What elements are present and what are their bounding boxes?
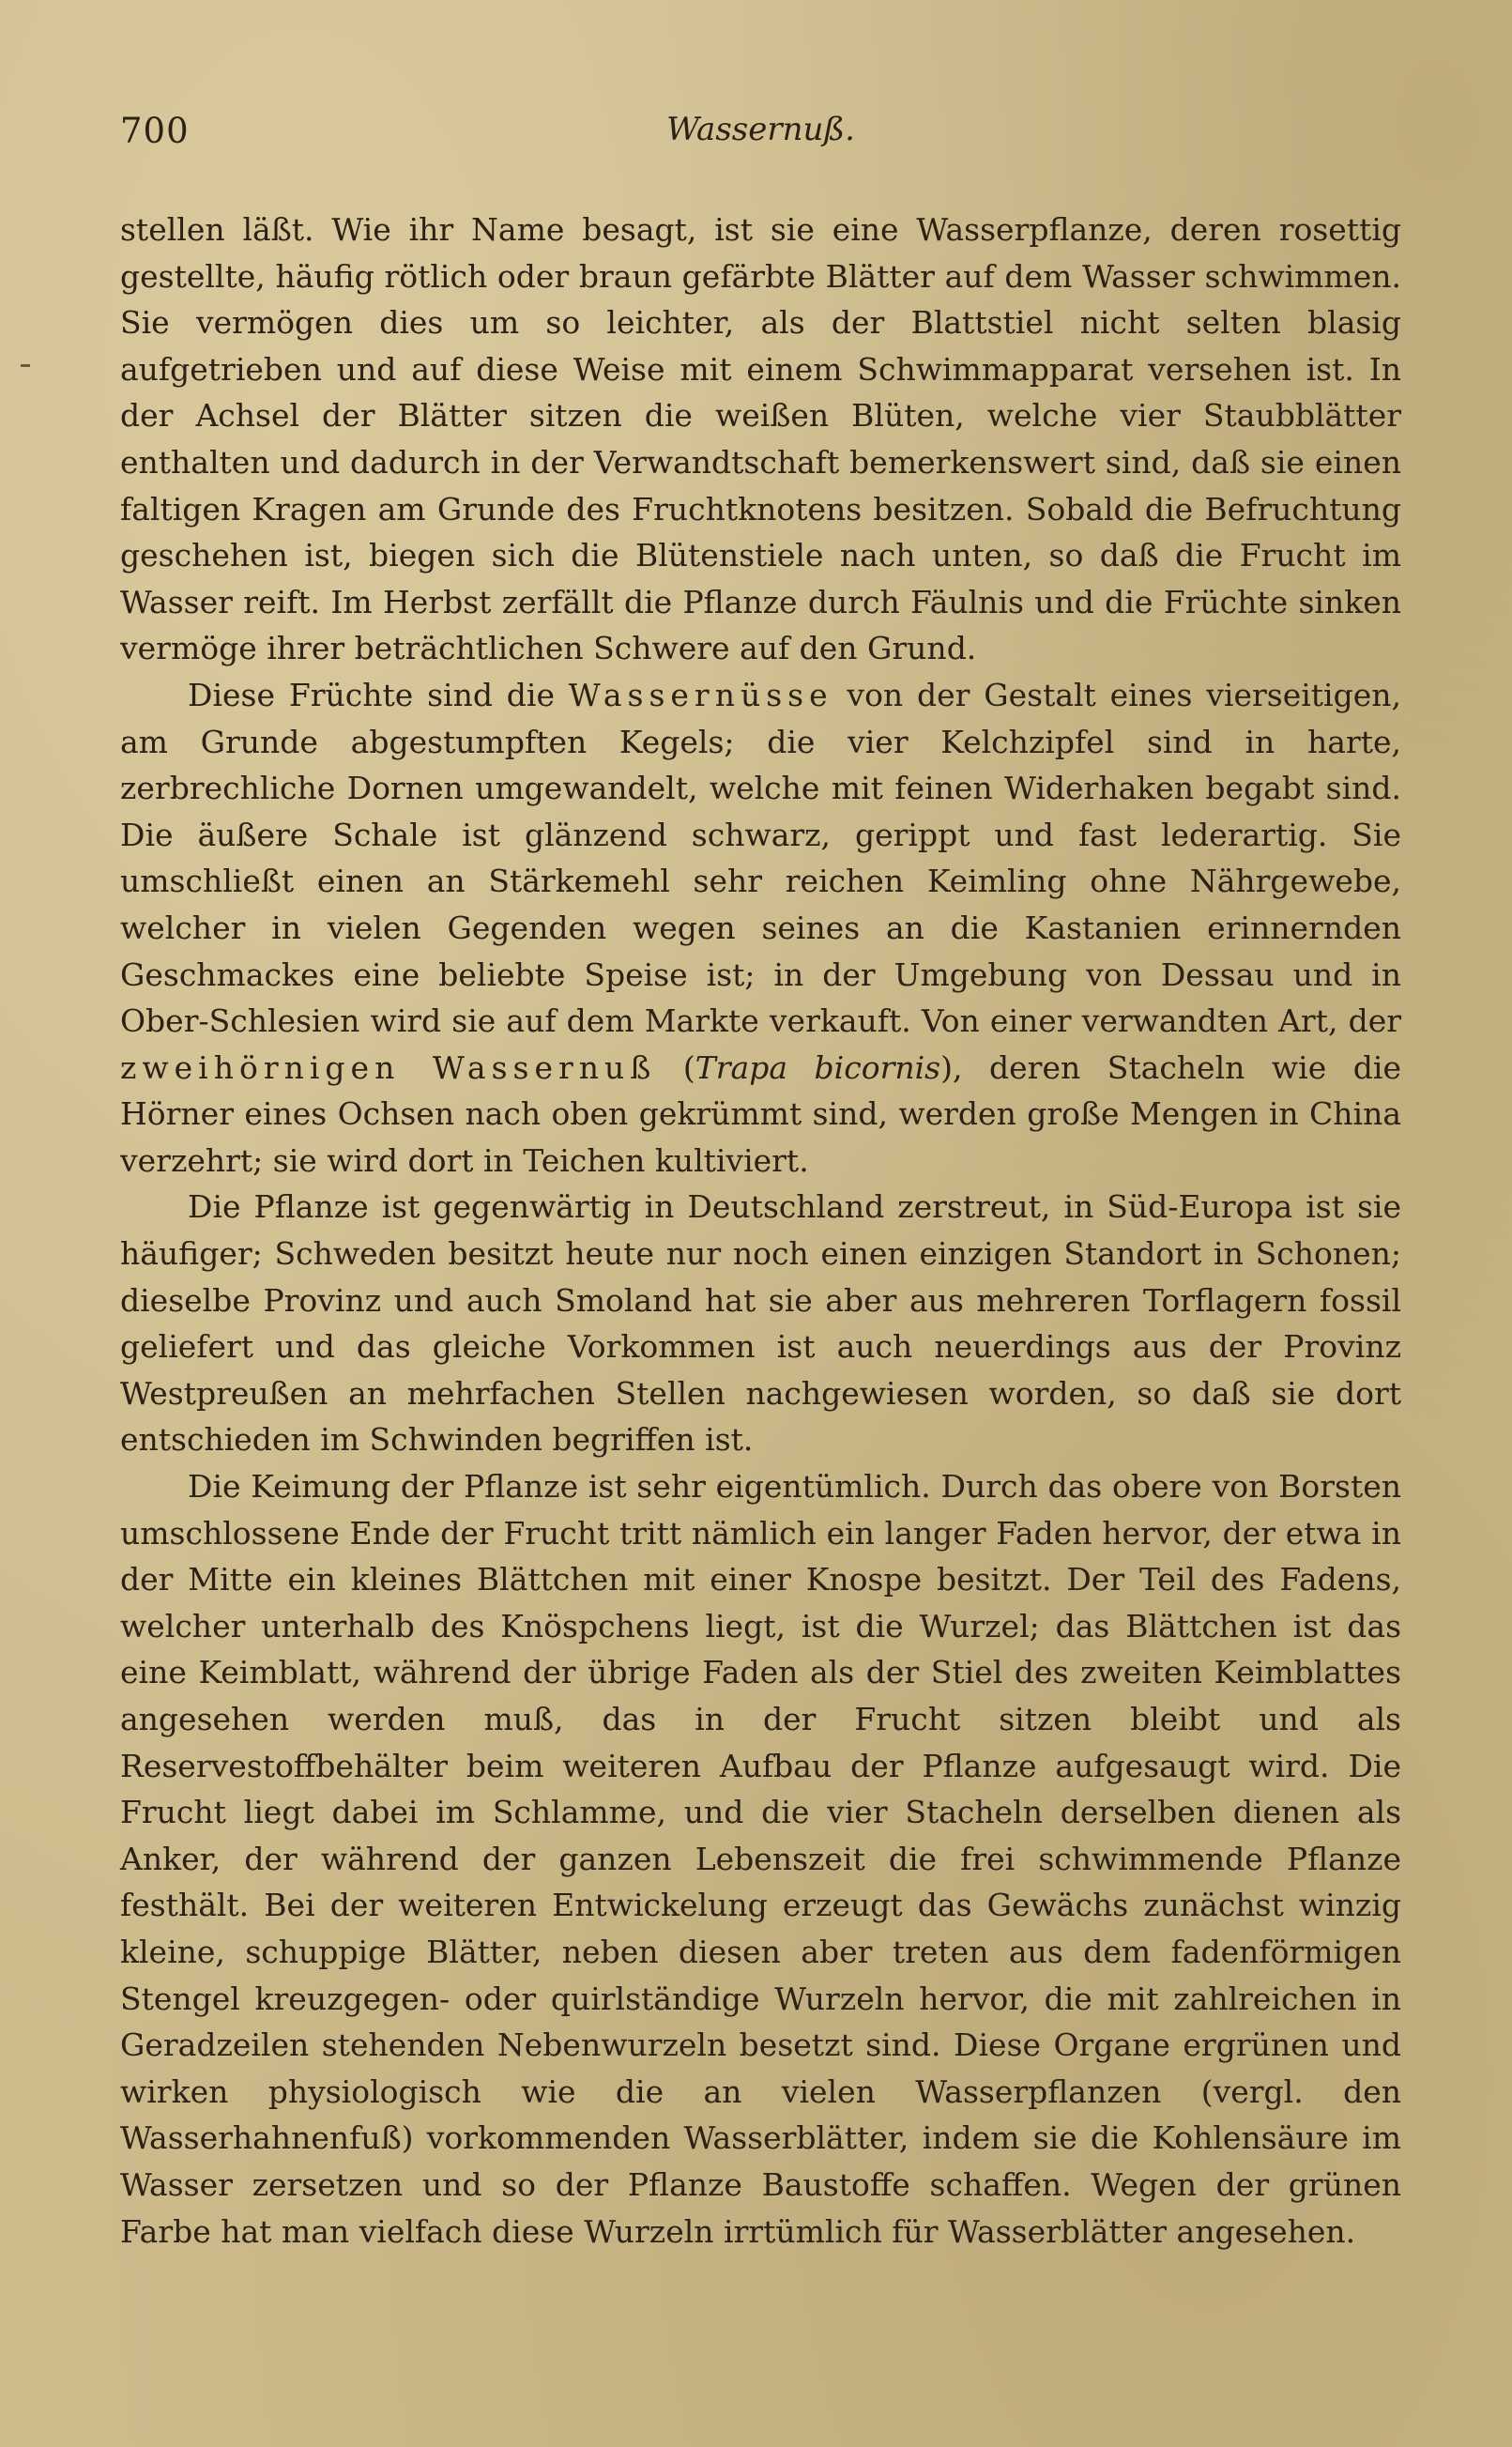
paragraph-3: Die Pflanze ist gegenwärtig in Deutschland zerstreut, in Süd-Europa ist sie häufiger; Schweden besitzt heute nur noch einen einzigen Standort in Schonen; dieselbe Provinz und auch Smoland hat sie aber aus mehreren Torflagern fossil geliefert und das gleiche Vorkommen ist auch neuerdings aus der Provinz Westpreußen an mehrfachen Stellen nachgewiesen worden, so daß sie dort entschieden im Schwinden begriffen ist. — [120, 1188, 1401, 1459]
body-text — [120, 206, 1401, 2255]
running-title: Wassernuß. — [666, 111, 855, 148]
term-wassernuesse: Wassernüsse — [568, 676, 833, 713]
book-page — [120, 103, 1401, 2384]
latin-name-trapa-bicornis: Trapa bicornis — [695, 1048, 941, 1086]
paragraph-4: Die Keimung der Pflanze ist sehr eigentümlich. Durch das obere von Borsten umschlossene Ende der Frucht tritt nämlich ein langer Faden hervor, der etwa in der Mitte ein kleines Blättchen mit einer Knospe besitzt. Der Teil des Fadens, welcher unterhalb des Knöspchens liegt, ist die Wurzel; das Blättchen ist das eine Keimblatt, während der übrige Faden als der Stiel des zweiten Keimblattes angesehen werden muß, das in der Frucht sitzen bleibt und als Reservestoffbehälter beim weiteren Aufbau der Pflanze aufgesaugt wird. Die Frucht liegt dabei im Schlamme, und die vier Stacheln derselben dienen als Anker, der während der ganzen Lebenszeit die frei schwimmende Pflanze festhält. Bei der weiteren Entwickelung erzeugt das Gewächs zunächst winzig kleine, schuppige Blätter, neben diesen aber treten aus dem fadenförmigen Stengel kreuzgegen- oder quirlständige Wurzeln hervor, die mit zahlreichen in Geradzeilen stehenden Nebenwurzeln besetzt sind. Diese Organe ergrünen und wirken physiologisch wie die an vielen Wasserpflanzen (vergl. den Wasserhahnenfuß) vorkommenden Wasserblätter, indem sie die Kohlensäure im Wasser zersetzen und so der Pflanze Baustoffe schaffen. Wegen der grünen Farbe hat man vielfach diese Wurzeln irrtümlich für Wasserblätter angesehen. — [120, 1468, 1401, 2250]
term-zweihoernige-wassernuss: zweihörnigen Wassernuß — [120, 1048, 657, 1086]
paragraph-2-text-c: von der Gestalt eines vierseitigen, am Grunde abgestumpften Kegels; die vier Kelchzipfel sind in harte, zerbrechliche Dornen umgewandelt, welche mit feinen Widerhaken begabt sind. Die äußere Schale ist glänzend schwarz, gerippt und fast lederartig. Sie umschließt einen an Stärkemehl sehr reichen Keimling ohne Nährgewebe, welcher in vielen Gegenden wegen seines an die Kastanien erinnernden Geschmackes eine beliebte Speise ist; in der Umgebung von Dessau und in Ober-Schlesien wird sie auf dem Markte verkauft. Von einer verwandten Art, der — [120, 676, 1401, 1040]
running-head — [120, 103, 1401, 169]
paragraph-1: stellen läßt. Wie ihr Name besagt, ist sie eine Wasserpflanze, deren rosettig gestellte, häufig rötlich oder braun gefärbte Blätter auf dem Wasser schwimmen. Sie vermögen dies um so leichter, als der Blattstiel nicht selten blasig aufgetrieben und auf diese Weise mit einem Schwimmapparat versehen ist. In der Achsel der Blätter sitzen die weißen Blüten, welche vier Staubblätter enthalten und dadurch in der Verwandtschaft bemerkenswert sind, daß sie einen faltigen Kragen am Grunde des Fruchtknotens besitzen. Sobald die Befruchtung geschehen ist, biegen sich die Blütenstiele nach unten, so daß die Frucht im Wasser reift. Im Herbst zerfällt die Pflanze durch Fäulnis und die Früchte sinken vermöge ihrer beträchtlichen Schwere auf den Grund. — [120, 211, 1401, 667]
margin-mark — [21, 364, 30, 367]
page-number: 700 — [120, 111, 190, 151]
paragraph-2-text-a: Diese Früchte sind die — [188, 676, 569, 713]
paragraph-2-text-g: ), deren Stacheln wie die Hörner eines Ochsen nach oben gekrümmt sind, werden große Mengen in China verzehrt; sie wird dort in Teichen kultiviert. — [120, 1048, 1402, 1179]
paragraph-2 — [120, 672, 1401, 1185]
paragraph-2-text-e: ( — [656, 1048, 695, 1086]
